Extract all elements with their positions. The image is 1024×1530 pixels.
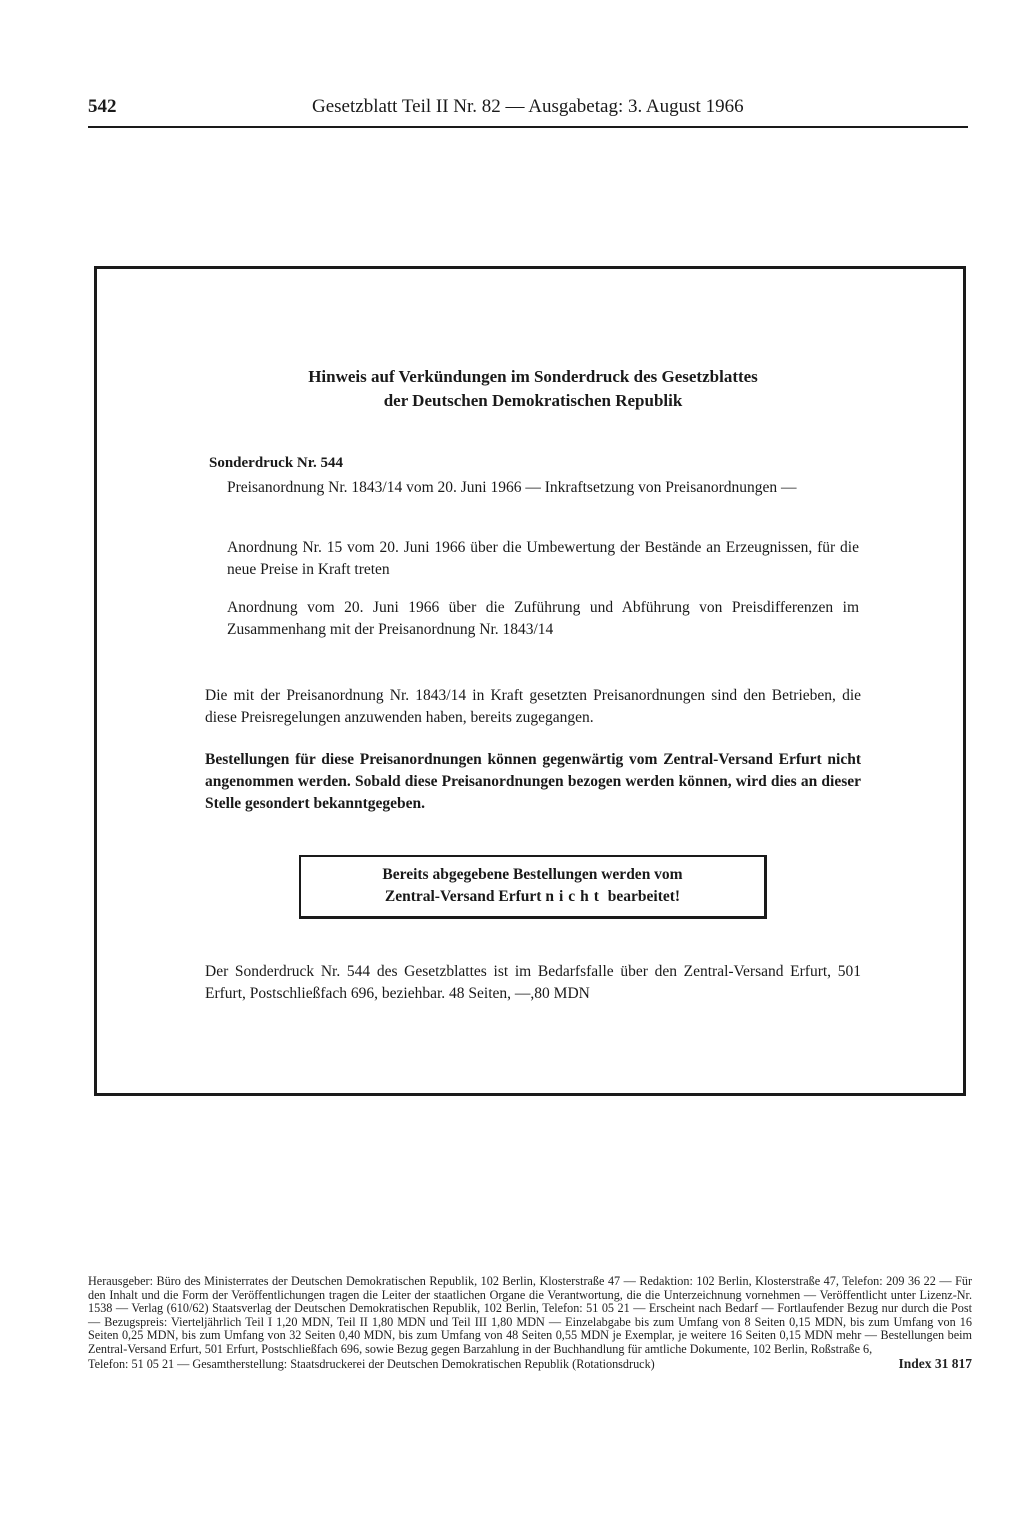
colophon-last-line: Telefon: 51 05 21 — Gesamtherstellung: Staatsdruckerei der Deutschen Demokratischen Republik (Rotationsdruck) [88,1356,655,1371]
entry-anordnung-preisdifferenzen: Anordnung vom 20. Juni 1966 über die Zuführung und Abführung von Preisdifferenzen im Zusammenhang mit der Preisanordnung Nr. 1843/14 [227,599,859,638]
entry-preisanordnung: Preisanordnung Nr. 1843/14 vom 20. Juni 1966 — Inkraftsetzung von Preisanordnungen — [227,479,797,496]
colophon-last-line-row [88,1357,972,1372]
box-line2-post: bearbeitet! [607,888,681,905]
box-line2 [301,886,764,908]
entry-anordnung-15: Anordnung Nr. 15 vom 20. Juni 1966 über die Umbewertung der Bestände an Erzeugnissen, für die neue Preise in Kraft treten [227,539,859,578]
notice-heading [97,365,969,413]
colophon [88,1275,972,1371]
index-number: Index 31 817 [898,1355,972,1371]
header-rule [88,126,968,128]
box-line2-pre: Zentral-Versand Erfurt [384,888,542,905]
page-header [88,96,968,124]
orders-not-processed-box [299,855,767,919]
running-title: Gesetzblatt Teil II Nr. 82 — Ausgabetag: 3. August 1966 [312,96,744,117]
notice-heading-line2: der Deutschen Demokratischen Republik [383,391,683,410]
orders-paragraph: Bestellungen für diese Preisanordnungen können gegenwärtig vom Zentral-Versand Erfurt nicht angenommen werden. Sobald diese Preisanordnungen bezogen werden können, wird dies an dieser Stelle gesondert bekanntgegeben. [205,751,861,812]
notice-box [94,266,966,1096]
page-number: 542 [88,96,117,117]
notice-heading-line1: Hinweis auf Verkündungen im Sonderdruck des Gesetzblattes [308,367,758,386]
availability-paragraph: Der Sonderdruck Nr. 544 des Gesetzblattes ist im Bedarfsfalle über den Zentral-Versand Erfurt, 501 Erfurt, Postschließfach 696, beziehbar. 48 Seiten, —,80 MDN [205,963,861,1002]
colophon-text: Herausgeber: Büro des Ministerrates der Deutschen Demokratischen Republik, 102 Berlin, Klosterstraße 47 — Redaktion: 102 Berlin, Klosterstraße 47, Telefon: 209 36 22 — Für den Inhalt und die Form der Veröffentlichungen tragen die Leiter der staatlichen Organe die Verantwortung, die die Unterzeichnung vornehmen — Veröffentlicht unter Lizenz-Nr. 1538 — Verlag (610/62) Staatsverlag der Deutschen Demokratischen Republik, 102 Berlin, Telefon: 51 05 21 — Erscheint nach Bedarf — Fortlaufender Bezug nur durch die Post — Bezugspreis: Vierteljährlich Teil I 1,20 MDN, Teil II 1,80 MDN und Teil III 1,80 MDN — Einzelabgabe bis zum Umfang von 8 Seiten 0,15 MDN, bis zum Umfang von 16 Seiten 0,25 MDN, bis zum Umfang von 32 Seiten 0,40 MDN, bis zum Umfang von 48 Seiten 0,55 MDN je Exemplar, je weitere 16 Seiten 0,15 MDN mehr — Bestellungen beim Zentral-Versand Erfurt, 501 Erfurt, Postschließfach 696, sowie Bezug gegen Barzahlung in der Buchhandlung für amtliche Dokumente, 102 Berlin, Roßstraße 6, [88,1274,972,1356]
received-paragraph: Die mit der Preisanordnung Nr. 1843/14 in Kraft gesetzten Preisanordnungen sind den Betrieben, die diese Preisregelungen anzuwenden haben, bereits zugegangen. [205,687,861,726]
box-line2-spaced: nicht [545,888,604,905]
sonderdruck-label: Sonderdruck Nr. 544 [209,455,344,471]
box-line1: Bereits abgegebene Bestellungen werden vom [382,866,683,883]
